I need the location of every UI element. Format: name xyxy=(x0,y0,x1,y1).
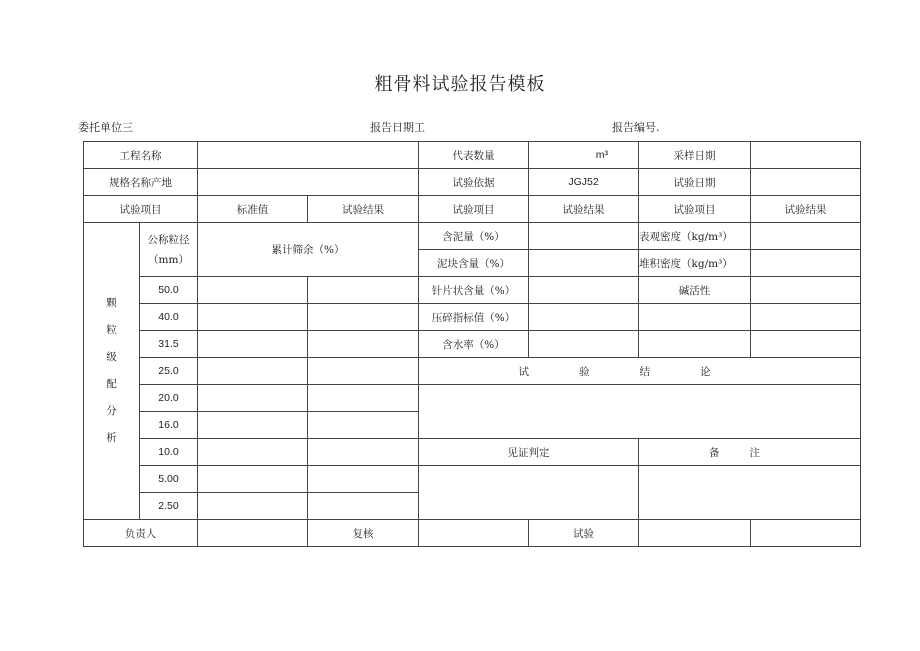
cell-label: 试验日期 xyxy=(639,169,751,196)
cell-label: 含泥量（%） xyxy=(419,223,529,250)
residue-field[interactable] xyxy=(308,304,419,331)
conclusion-field[interactable] xyxy=(419,385,861,439)
project-name-field[interactable] xyxy=(198,142,419,169)
witness-header: 见证判定 xyxy=(419,439,639,466)
char: 析 xyxy=(106,432,117,444)
col-header: 试验项目 xyxy=(84,196,198,223)
crush-field[interactable] xyxy=(529,304,639,331)
nominal-size-header: 公称粒径（mm） xyxy=(140,223,198,277)
rep-qty-field[interactable]: m³ xyxy=(529,142,639,169)
col-header: 试验结果 xyxy=(308,196,419,223)
cell-label: 采样日期 xyxy=(639,142,751,169)
cell-label: 复核 xyxy=(308,520,419,547)
cell-label: 表观密度（kg/m³） xyxy=(639,223,751,250)
alkali-field[interactable] xyxy=(751,277,861,304)
size-label: 20.0 xyxy=(140,385,198,412)
residue-field[interactable] xyxy=(198,439,308,466)
clay-lump-field[interactable] xyxy=(529,250,639,277)
remarks-field[interactable] xyxy=(639,466,861,520)
col-header: 试验结果 xyxy=(751,196,861,223)
residue-field[interactable] xyxy=(198,358,308,385)
col-header: 试验项目 xyxy=(639,196,751,223)
conclusion-header: 试验结论 xyxy=(419,358,861,385)
col-header: 标准值 xyxy=(198,196,308,223)
blank-cell[interactable] xyxy=(639,331,751,358)
char: 颗 xyxy=(106,297,117,309)
residue-field[interactable] xyxy=(198,412,308,439)
size-label: 25.0 xyxy=(140,358,198,385)
tester-field[interactable] xyxy=(639,520,751,547)
report-date-label: 报告日期工 xyxy=(370,121,425,134)
size-label: 50.0 xyxy=(140,277,198,304)
char: 级 xyxy=(106,351,117,363)
cell-label: 压碎指标值（%） xyxy=(419,304,529,331)
size-label: 16.0 xyxy=(140,412,198,439)
residue-field[interactable] xyxy=(308,412,419,439)
cell-label: 工程名称 xyxy=(84,142,198,169)
residue-field[interactable] xyxy=(308,331,419,358)
cum-residue-header: 累计筛余（%） xyxy=(198,223,419,277)
residue-field[interactable] xyxy=(198,277,308,304)
size-label: 5.00 xyxy=(140,466,198,493)
residue-field[interactable] xyxy=(198,331,308,358)
char: 配 xyxy=(106,378,117,390)
blank-cell[interactable] xyxy=(751,520,861,547)
cell-label: 试验依据 xyxy=(419,169,529,196)
cell-label: 泥块含量（%） xyxy=(419,250,529,277)
witness-field[interactable] xyxy=(419,466,639,520)
col-header: 试验项目 xyxy=(419,196,529,223)
size-label: 40.0 xyxy=(140,304,198,331)
residue-field[interactable] xyxy=(308,466,419,493)
residue-field[interactable] xyxy=(198,385,308,412)
residue-field[interactable] xyxy=(308,277,419,304)
report-table xyxy=(83,141,861,547)
cell-label: 代表数量 xyxy=(419,142,529,169)
basis-field[interactable]: JGJ52 xyxy=(529,169,639,196)
test-date-field[interactable] xyxy=(751,169,861,196)
responsible-field[interactable] xyxy=(198,520,308,547)
sample-date-field[interactable] xyxy=(751,142,861,169)
col-header: 试验结果 xyxy=(529,196,639,223)
residue-field[interactable] xyxy=(198,466,308,493)
residue-field[interactable] xyxy=(308,358,419,385)
blank-cell[interactable] xyxy=(751,304,861,331)
review-field[interactable] xyxy=(419,520,529,547)
flaky-field[interactable] xyxy=(529,277,639,304)
char: 粒 xyxy=(106,324,117,336)
cell-label: 堆积密度（kg/m³） xyxy=(639,250,751,277)
cell-label: 规格名称产地 xyxy=(84,169,198,196)
size-label: 10.0 xyxy=(140,439,198,466)
char: 分 xyxy=(106,405,117,417)
cell-label: 针片状含量（%） xyxy=(419,277,529,304)
bulk-density-field[interactable] xyxy=(751,250,861,277)
residue-field[interactable] xyxy=(198,304,308,331)
residue-field[interactable] xyxy=(308,439,419,466)
apparent-density-field[interactable] xyxy=(751,223,861,250)
client-label: 委托单位三 xyxy=(78,121,133,134)
report-no-label: 报告编号. xyxy=(612,121,660,134)
mud-field[interactable] xyxy=(529,223,639,250)
cell-label: 含水率（%） xyxy=(419,331,529,358)
size-label: 31.5 xyxy=(140,331,198,358)
blank-cell[interactable] xyxy=(639,304,751,331)
blank-cell[interactable] xyxy=(751,331,861,358)
remarks-header: 备注 xyxy=(639,439,861,466)
spec-origin-field[interactable] xyxy=(198,169,419,196)
residue-field[interactable] xyxy=(198,493,308,520)
cell-label: 试验 xyxy=(529,520,639,547)
grading-analysis-label xyxy=(84,223,140,520)
cell-label: 负责人 xyxy=(84,520,198,547)
moisture-field[interactable] xyxy=(529,331,639,358)
cell-label: 碱活性 xyxy=(639,277,751,304)
page-title: 粗骨料试验报告模板 xyxy=(374,74,546,95)
residue-field[interactable] xyxy=(308,385,419,412)
size-label: 2.50 xyxy=(140,493,198,520)
residue-field[interactable] xyxy=(308,493,419,520)
